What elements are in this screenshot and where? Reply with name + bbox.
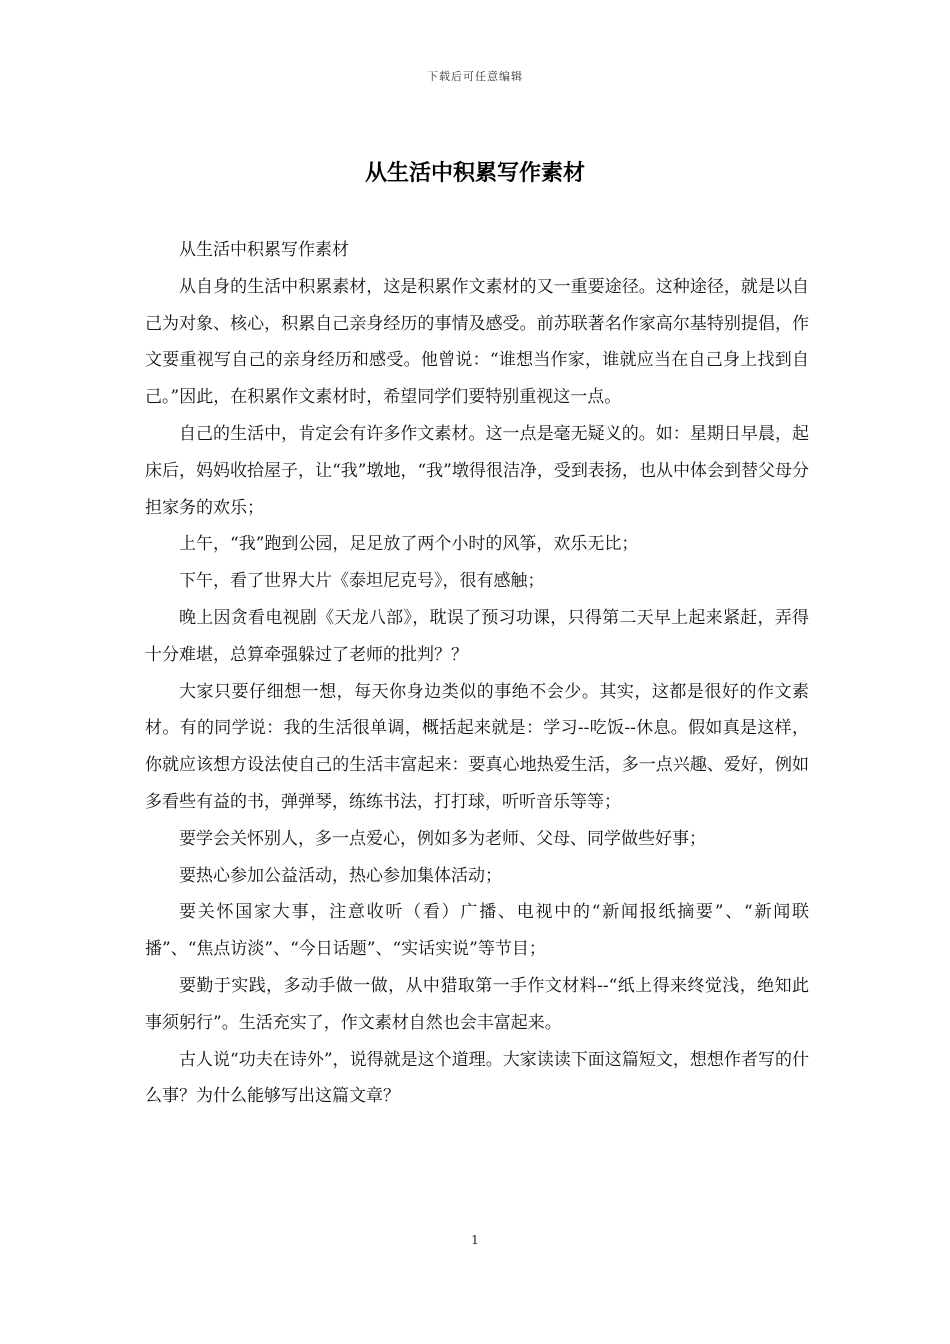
paragraph: 晚上因贪看电视剧《天龙八部》，耽误了预习功课，只得第二天早上起来紧赶，弄得十分难堪，总算牵强躲过了老师的批判？？ bbox=[145, 607, 809, 665]
paragraph: 下午，看了世界大片《泰坦尼克号》，很有感触； bbox=[179, 571, 545, 592]
paragraph: 要关怀国家大事，注意收听（看）广播、电视中的“新闻报纸摘要”、“新闻联播”、“焦点访淡”、“今日话题”、“实话实说”等节目； bbox=[145, 902, 809, 960]
paragraph: 从生活中积累写作素材 bbox=[179, 240, 349, 260]
page-header: 下载后可任意编辑 bbox=[427, 70, 523, 83]
paragraph: 要热心参加公益活动，热心参加集体活动； bbox=[179, 865, 502, 886]
paragraph: 要学会关怀别人，多一点爱心，例如多为老师、父母、同学做些好事； bbox=[179, 828, 706, 849]
document-title: 从生活中积累写作素材 bbox=[364, 160, 585, 186]
paragraph: 从自身的生活中积累素材，这是积累作文素材的又一重要途径。这种途径，就是以自己为对象、核心，积累自己亲身经历的事情及感受。前苏联著名作家高尔基特别提倡，作文要重视写自己的亲身经历和感受。他曾说：“谁想当作家，谁就应当在自己身上找到自己。”因此，在积累作文素材时，希望同学们要特别重视这一点。 bbox=[145, 276, 809, 408]
paragraph: 古人说“功夫在诗外”，说得就是这个道理。大家读读下面这篇短文，想想作者写的什么事？为什么能够写出这篇文章？ bbox=[145, 1049, 809, 1107]
paragraph: 大家只要仔细想一想，每天你身边类似的事绝不会少。其实，这都是很好的作文素材。有的同学说：我的生活很单调，概括起来就是：学习--吃饭--休息。假如真是这样，你就应该想方设法使自己的生活丰富起来：要真心地热爱生活，多一点兴趣、爱好，例如多看些有益的书，弹弹琴，练练书法，打打球，听听音乐等等； bbox=[145, 681, 809, 812]
paragraph: 上午，“我”跑到公园，足足放了两个小时的风筝，欢乐无比； bbox=[179, 534, 639, 555]
page-number: 1 bbox=[471, 1233, 479, 1247]
document-body bbox=[145, 232, 809, 1115]
paragraph: 自己的生活中，肯定会有许多作文素材。这一点是毫无疑义的。如：星期日早晨，起床后，妈妈收拾屋子，让“我”墩地，“我”墩得很洁净，受到表扬，也从中体会到替父母分担家务的欢乐； bbox=[145, 423, 809, 518]
paragraph: 要勤于实践，多动手做一做，从中猎取第一手作文材料--“纸上得来终觉浅，绝知此事须躬行”。生活充实了，作文素材自然也会丰富起来。 bbox=[145, 975, 809, 1033]
